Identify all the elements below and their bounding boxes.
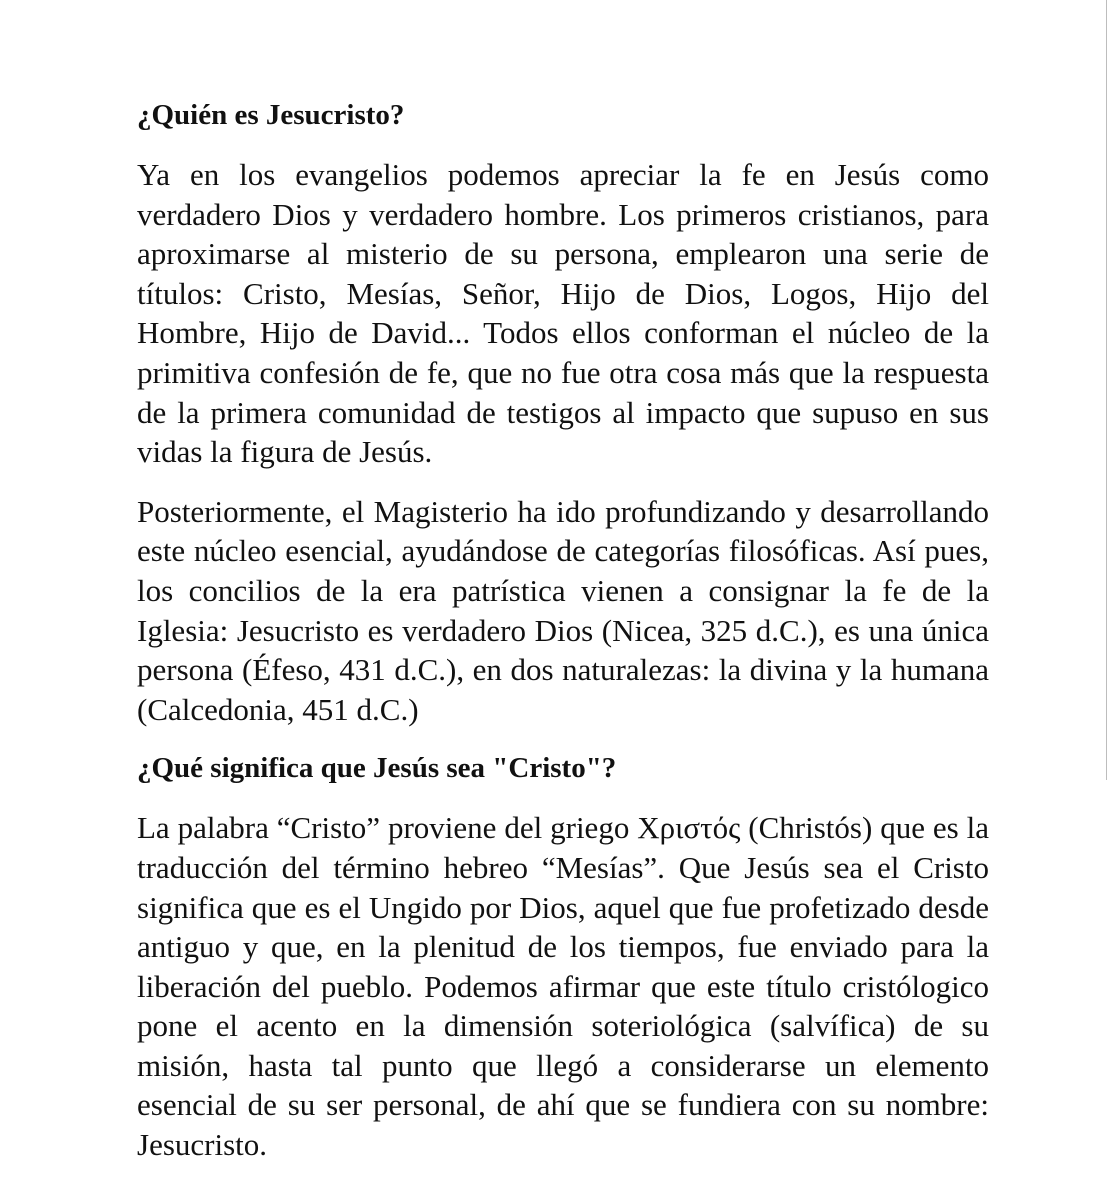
paragraph-palabra-cristo: La palabra “Cristo” proviene del griego Χριστός (Christós) que es la traducción del término hebreo “Mesías”. Que Jesús sea el Cristo significa que es el Ungido por Dios, aquel que fue profetizado desde antiguo y que, en la plenitud de los tiempos, fue enviado para la liberación del pueblo. Podemos afirmar que este título cristólogico pone el acento en la dimensión soteriológica (salvífica) de su misión, hasta tal punto que llegó a considerarse un elemento esencial de su ser personal, de ahí que se fundiera con su nombre: Jesucristo. [137,810,989,1163]
document-body [137,96,989,1185]
section-heading-quien-es-jesucristo: ¿Quién es Jesucristo? [137,99,405,131]
paragraph-magisterio: Posteriormente, el Magisterio ha ido profundizando y desarrollando este núcleo esencial, ayudándose de categorías filosóficas. Así pues, los concilios de la era patrística vienen a consignar la fe de la Iglesia: Jesucristo es verdadero Dios (Nicea, 325 d.C.), es una única persona (Éfeso, 431 d.C.), en dos naturalezas: la divina y la humana (Calcedonia, 451 d.C.) [137,493,989,727]
paragraph-fe-en-jesus: Ya en los evangelios podemos apreciar la fe en Jesús como verdadero Dios y verdadero hombre. Los primeros cristianos, para aproximarse al misterio de su persona, emplearon una serie de títulos: Cristo, Mesías, Señor, Hijo de Dios, Logos, Hijo del Hombre, Hijo de David... Todos ellos conforman el núcleo de la primitiva confesión de fe, que no fue otra cosa más que la respuesta de la primera comunidad de testigos al impacto que supuso en sus vidas la figura de Jesús. [137,157,989,470]
section-heading-que-significa-cristo: ¿Qué significa que Jesús sea "Cristo"? [137,752,617,785]
page-edge-divider [1106,0,1107,780]
